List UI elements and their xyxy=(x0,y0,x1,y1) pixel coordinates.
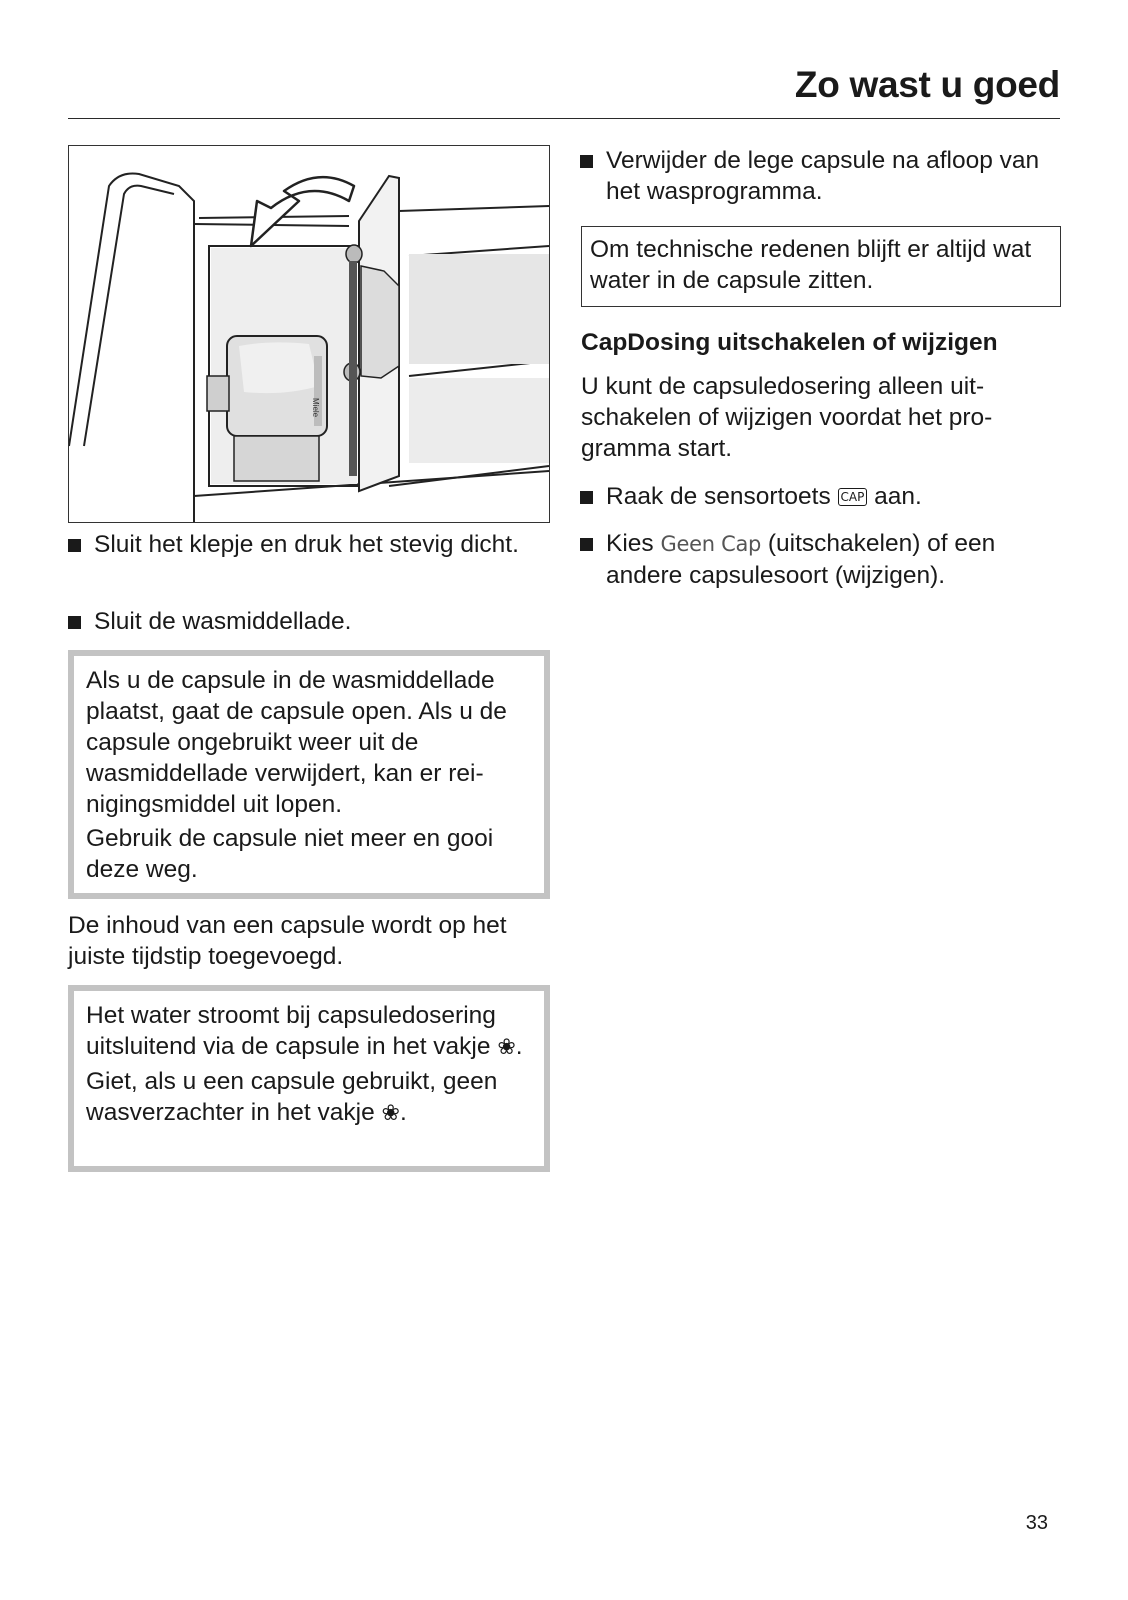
bullet-remove-capsule xyxy=(580,145,1076,207)
bullet-close-drawer xyxy=(68,606,574,637)
bullet-square-icon xyxy=(68,539,81,552)
bullet-text: Sluit het klepje en druk het stevig dicht. xyxy=(94,531,519,558)
flap-door xyxy=(344,176,399,491)
page-header-title: Zo wast u goed xyxy=(794,64,1060,105)
bullet-square-icon xyxy=(580,491,593,504)
bullet-touch-sensor: Raak de sensortoets CAP aan. xyxy=(580,481,1076,512)
capdosing-paragraph: U kunt de capsuledosering alleen uitschakelen of wijzigen voordat het programma start. xyxy=(581,373,993,462)
capsule-timing-paragraph: De inhoud van een capsule wordt op het juiste tijdstip toegevoegd. xyxy=(68,912,507,970)
bullet-square-icon xyxy=(68,616,81,629)
bullet-square-icon xyxy=(580,538,593,551)
bullet-choose-option: Kies Geen Cap (uitschakelen) of een andere capsulesoort (wijzigen). xyxy=(580,528,1076,591)
warning-note-softener xyxy=(68,985,550,1172)
bullet-text: Sluit de wasmiddellade. xyxy=(94,608,352,635)
cap-sensor-icon: CAP xyxy=(838,488,868,506)
flower-compartment-icon: ❀ xyxy=(381,1101,400,1126)
warning-note-capsule-opens xyxy=(68,650,550,899)
bullet-close-flap xyxy=(68,529,574,560)
section-subheading: CapDosing uitschakelen of wijzigen xyxy=(581,329,998,356)
note-paragraph: Gebruik de capsule niet meer en gooi deze weg. xyxy=(86,825,494,883)
note-paragraph: Giet, als u een capsule gebruikt, geen wasverzachter in het vakje ❀. xyxy=(86,1068,498,1126)
svg-text:Miele: Miele xyxy=(311,398,320,418)
flower-compartment-icon: ❀ xyxy=(497,1035,516,1060)
bullet-text: Verwijder de lege capsule na afloop van het wasprogramma. xyxy=(606,147,1040,205)
note-paragraph: Het water stroomt bij capsuledosering uitsluitend via de capsule in het vakje ❀. xyxy=(86,1002,523,1060)
display-value-geen-cap: Geen Cap xyxy=(660,532,762,556)
capsule-illustration xyxy=(68,145,550,523)
info-note-water: Om technische redenen blijft er altijd wat water in de capsule zitten. xyxy=(581,226,1061,307)
note-paragraph: Als u de capsule in de wasmiddellade plaatst, gaat de capsule open. Als u de capsule ongebruikt weer uit de wasmiddellade verwijdert, kan er reinigingsmiddel uit lopen. xyxy=(86,667,507,818)
header-divider xyxy=(68,118,1060,119)
curved-arrow-icon xyxy=(251,177,354,246)
page-number: 33 xyxy=(1025,1512,1048,1534)
bullet-square-icon xyxy=(580,155,593,168)
